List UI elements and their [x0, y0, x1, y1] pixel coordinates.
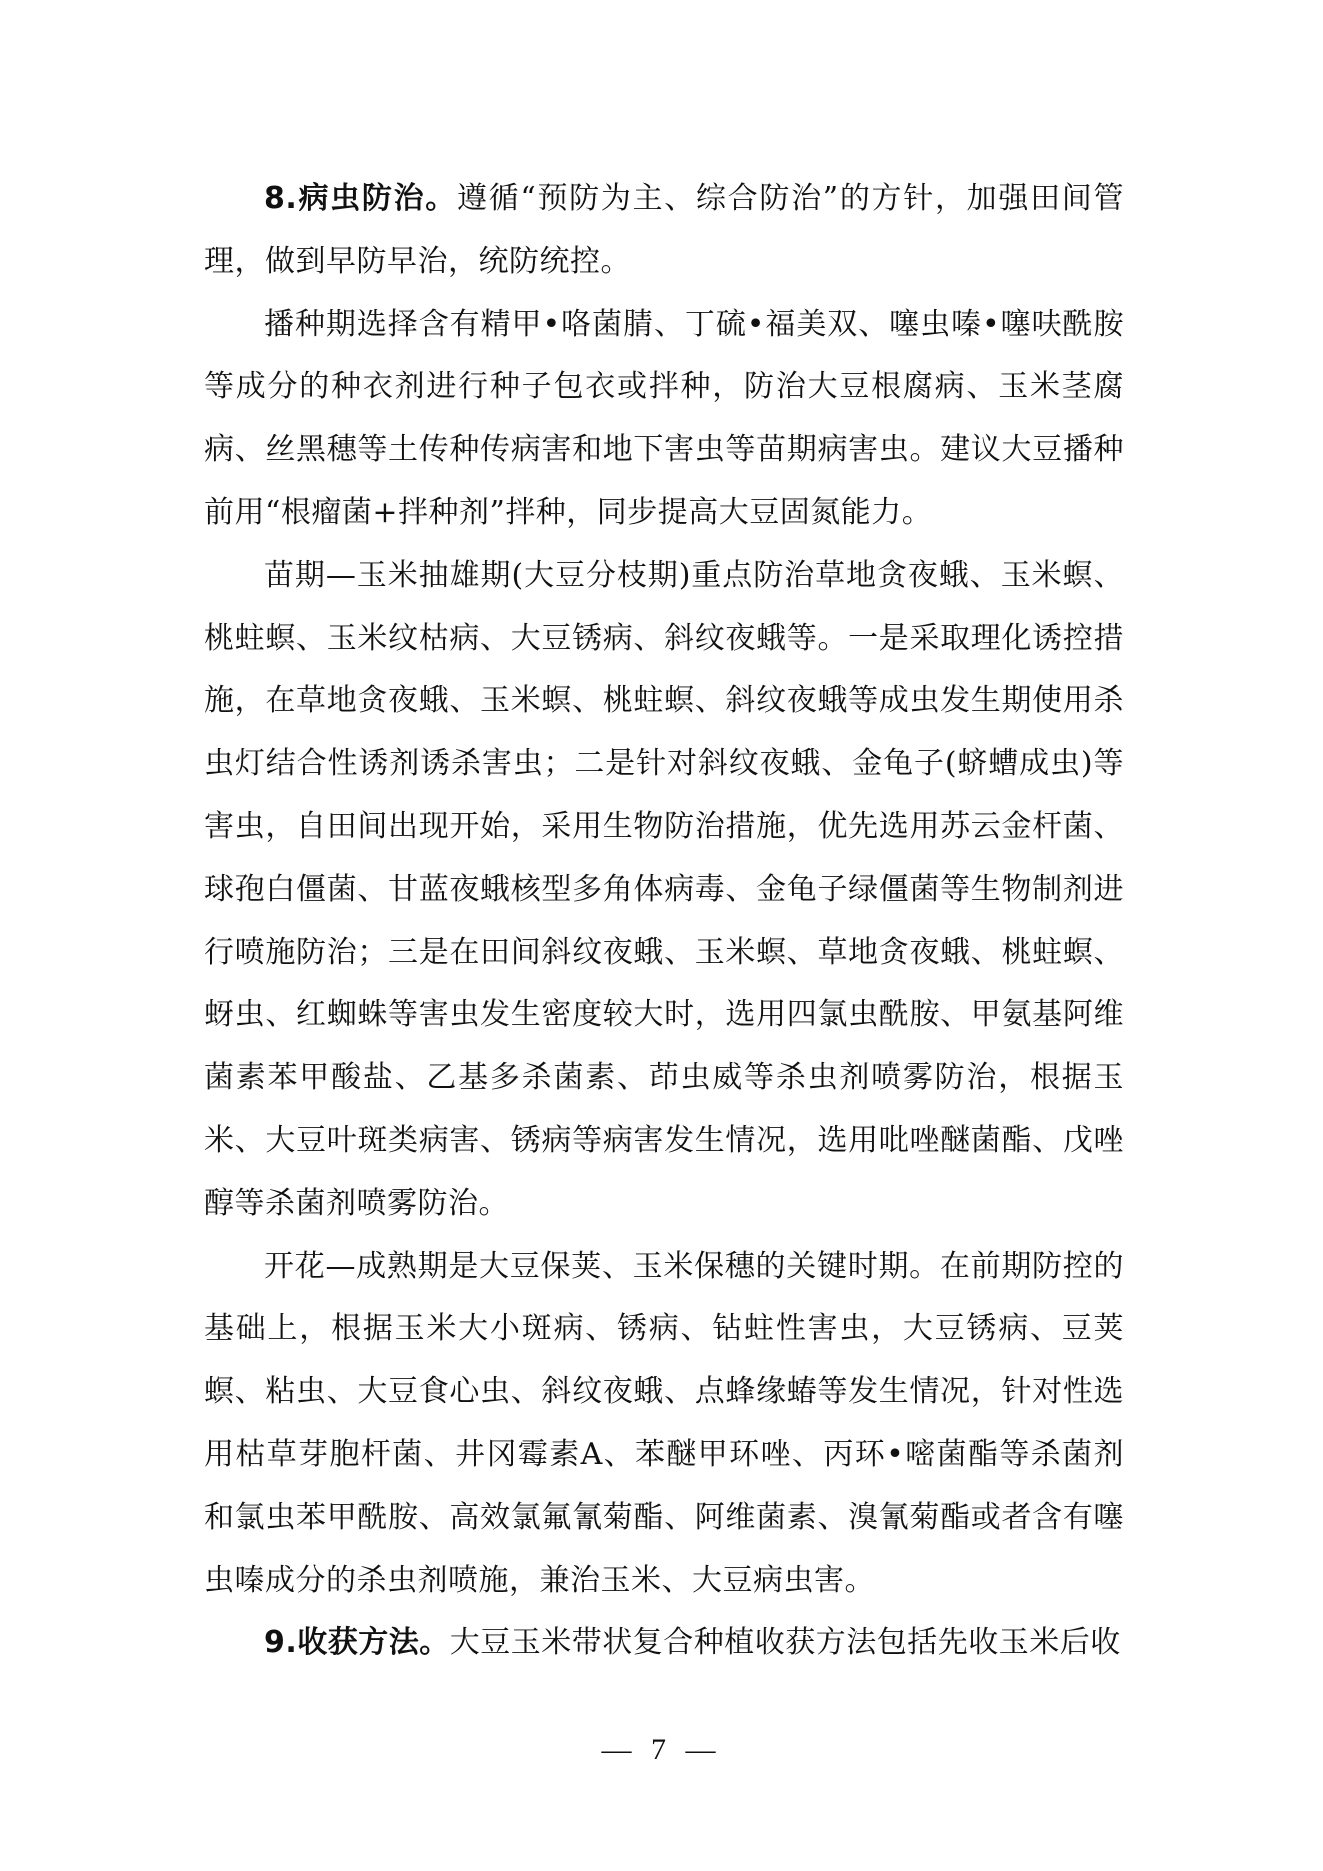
- paragraph-text: 苗期—玉米抽雄期(大豆分枝期)重点防治草地贪夜蛾、玉米螟、桃蛀螟、玉米纹枯病、大豆锈病、斜纹夜蛾等。一是采取理化诱控措施，在草地贪夜蛾、玉米螟、桃蛀螟、斜纹夜蛾等成虫发生期使用杀虫灯结合性诱剂诱杀害虫；二是针对斜纹夜蛾、金龟子(蛴螬成虫)等害虫，自田间出现开始，采用生物防治措施，优先选用苏云金杆菌、球孢白僵菌、甘蓝夜蛾核型多角体病毒、金龟子绿僵菌等生物制剂进行喷施防治；三是在田间斜纹夜蛾、玉米螟、草地贪夜蛾、桃蛀螟、蚜虫、红蜘蛛等害虫发生密度较大时，选用四氯虫酰胺、甲氨基阿维菌素苯甲酸盐、乙基多杀菌素、茚虫威等杀虫剂喷雾防治，根据玉米、大豆叶斑类病害、锈病等病害发生情况，选用吡唑醚菌酯、戊唑醇等杀菌剂喷雾防治。: [204, 557, 1124, 1221]
- page-number: — 7 —: [601, 1733, 722, 1766]
- paragraph-text: 开花—成熟期是大豆保荚、玉米保穗的关键时期。在前期防控的基础上，根据玉米大小斑病、锈病、钻蛀性害虫，大豆锈病、豆荚螟、粘虫、大豆食心虫、斜纹夜蛾、点蜂缘蝽等发生情况，针对性选用枯草芽胞杆菌、井冈霉素A、苯醚甲环唑、丙环•嘧菌酯等杀菌剂和氯虫苯甲酰胺、高效氯氟氰菊酯、阿维菌素、溴氰菊酯或者含有噻虫嗪成分的杀虫剂喷施，兼治玉米、大豆病虫害。: [204, 1248, 1124, 1598]
- paragraph-harvest-method: [204, 1612, 1124, 1675]
- paragraph-seedling-period: [204, 545, 1124, 1236]
- section-heading-pest-control: 8.病虫防治。: [264, 181, 457, 216]
- paragraph-text: 遵循“预防为主、综合防治”的方针，加强田间管理，做到早防早治，统防统控。: [204, 181, 1124, 279]
- paragraph-pest-control: [204, 168, 1124, 294]
- paragraph-text: 大豆玉米带状复合种植收获方法包括先收玉米后收: [449, 1625, 1121, 1661]
- document-body: [204, 168, 1124, 1675]
- paragraph-sowing-period: [204, 294, 1124, 545]
- paragraph-text: 播种期选择含有精甲•咯菌腈、丁硫•福美双、噻虫嗪•噻呋酰胺等成分的种衣剂进行种子包衣或拌种，防治大豆根腐病、玉米茎腐病、丝黑穗等土传种传病害和地下害虫等苗期病害虫。建议大豆播种前用“根瘤菌+拌种剂”拌种，同步提高大豆固氮能力。: [204, 306, 1124, 530]
- section-heading-harvest-method: 9.收获方法。: [264, 1625, 450, 1661]
- paragraph-flowering-period: [204, 1236, 1124, 1613]
